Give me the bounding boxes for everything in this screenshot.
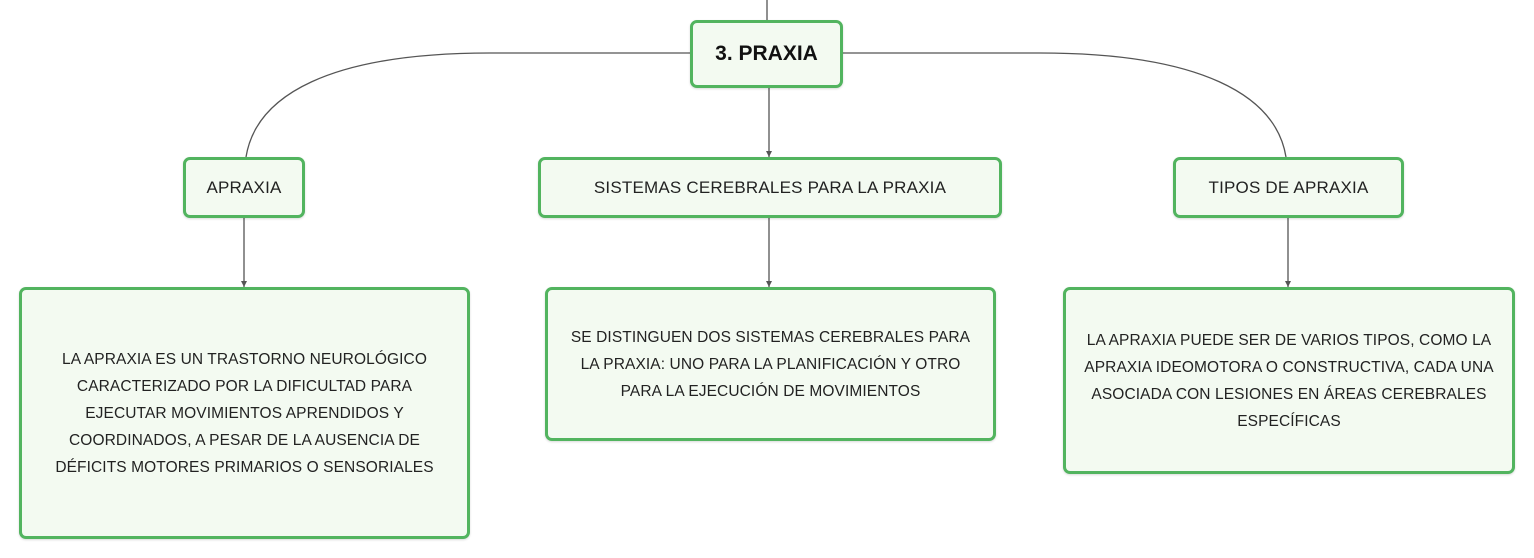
node-tipos-de-apraxia[interactable] <box>1173 157 1404 218</box>
node-sistemas-description-text: SE DISTINGUEN DOS SISTEMAS CEREBRALES PARA LA PRAXIA: UNO PARA LA PLANIFICACIÓN Y OTRO PARA LA EJECUCIÓN DE MOVIMIENTOS <box>570 328 971 400</box>
node-apraxia-description-text: LA APRAXIA ES UN TRASTORNO NEUROLÓGICO CARACTERIZADO POR LA DIFICULTAD PARA EJECUTAR MOVIMIENTOS APRENDIDOS Y COORDINADOS, A PESAR DE LA AUSENCIA DE DÉFICITS MOTORES PRIMARIOS O SENSORIALES <box>55 350 434 476</box>
connector-root-to-tipos <box>842 53 1286 157</box>
root-label: 3. PRAXIA <box>715 42 818 65</box>
node-tipos-de-apraxia-label: TIPOS DE APRAXIA <box>1208 177 1369 197</box>
node-sistemas-description[interactable] <box>545 287 996 441</box>
node-apraxia-description[interactable] <box>19 287 470 539</box>
root-node[interactable] <box>690 20 843 88</box>
node-tipos-description[interactable] <box>1063 287 1515 474</box>
node-apraxia[interactable] <box>183 157 305 218</box>
node-apraxia-label: APRAXIA <box>206 177 282 197</box>
connector-root-to-apraxia <box>246 53 690 157</box>
node-sistemas-cerebrales-label: SISTEMAS CEREBRALES PARA LA PRAXIA <box>593 177 947 197</box>
node-sistemas-cerebrales[interactable] <box>538 157 1002 218</box>
node-tipos-description-text: LA APRAXIA PUEDE SER DE VARIOS TIPOS, COMO LA APRAXIA IDEOMOTORA O CONSTRUCTIVA, CADA UNA ASOCIADA CON LESIONES EN ÁREAS CEREBRALES ESPECÍFICAS <box>1084 331 1494 430</box>
